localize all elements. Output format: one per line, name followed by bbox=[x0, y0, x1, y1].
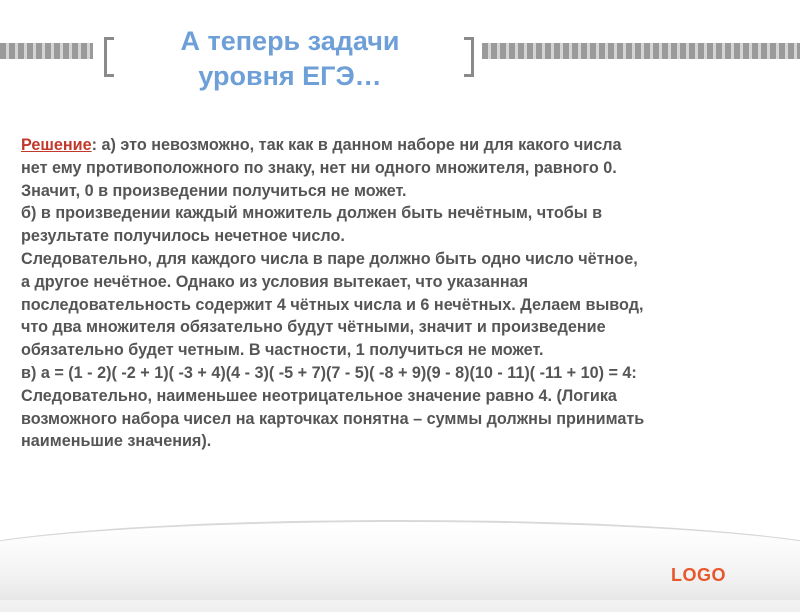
solution-text bbox=[21, 134, 796, 453]
solution-line: Следовательно, наименьшее неотрицательное значение равно 4. (Логика bbox=[21, 386, 617, 405]
header-stripe-left bbox=[0, 43, 93, 59]
solution-line: нет ему противоположного по знаку, нет ни одного множителя, равного 0. bbox=[21, 158, 617, 177]
solution-line: последовательность содержит 4 чётных числа и 6 нечётных. Делаем вывод, bbox=[21, 295, 644, 314]
solution-line: а другое нечётное. Однако из условия вытекает, что указанная bbox=[21, 272, 529, 291]
solution-line-1 bbox=[21, 134, 796, 157]
header-stripe-right bbox=[482, 43, 800, 59]
logo: LOGO bbox=[671, 565, 726, 585]
solution-line: наименьшие значения). bbox=[21, 432, 212, 451]
solution-line: что два множителя обязательно будут чётными, значит и произведение bbox=[21, 318, 606, 337]
solution-line: б) в произведении каждый множитель должен быть нечётным, чтобы в bbox=[21, 204, 603, 223]
slide-title bbox=[130, 24, 450, 94]
solution-line: в) а = (1 - 2)( -2 + 1)( -3 + 4)(4 - 3)( -5 + 7)(7 - 5)( -8 + 9)(9 - 8)(10 - 11)( -11 + 10) = 4: bbox=[21, 363, 637, 382]
title-bracket-left bbox=[104, 37, 114, 77]
solution-line: результате получилось нечетное число. bbox=[21, 227, 345, 246]
slide-title-line-1: А теперь задачи bbox=[180, 26, 400, 56]
title-bracket-right bbox=[464, 37, 474, 77]
solution-label: Решение bbox=[21, 136, 92, 154]
solution-line: Значит, 0 в произведении получиться не может. bbox=[21, 181, 407, 200]
solution-line: возможного набора чисел на карточках понятна – суммы должны принимать bbox=[21, 409, 645, 428]
slide-title-line-2: уровня ЕГЭ… bbox=[198, 61, 382, 91]
solution-line: Следовательно, для каждого числа в паре должно быть одно число чётное, bbox=[21, 249, 638, 268]
solution-line: обязательно будет четным. В частности, 1 получиться не может. bbox=[21, 341, 544, 360]
solution-line-1-text: : а) это невозможно, так как в данном наборе ни для какого числа bbox=[91, 136, 622, 154]
